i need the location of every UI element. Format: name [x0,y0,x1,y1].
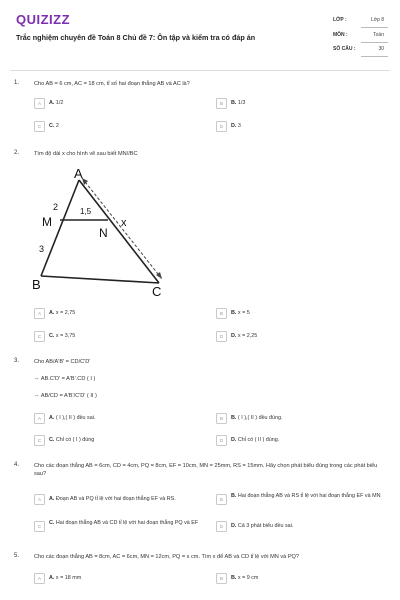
option-text: Đoạn AB và PQ tỉ lệ với hai đoạn thẳng EF và RS. [55,495,176,502]
meta-class [333,14,388,28]
option-key: A. [49,414,55,421]
question-3-number: 3. [14,358,20,364]
question-4-option-d[interactable] [216,521,391,533]
question-5-option-a[interactable] [34,573,214,585]
meta-count-value: 30 [378,46,384,52]
option-key: B. [231,99,237,106]
question-1-option-c[interactable] [34,121,214,133]
question-3-line-2: ⇔ AB/CD = A'B'/C'D' ( II ) [34,393,97,399]
option-text: 1/3 [237,99,246,106]
option-letter-box: C [34,521,45,532]
option-key: D. [231,332,237,339]
question-5-option-b[interactable] [216,573,391,585]
question-4-option-c[interactable] [34,518,214,536]
option-key: D. [231,436,237,443]
label-mb-length: 3 [39,244,45,254]
label-x: x [121,217,127,229]
question-4-option-b[interactable] [216,491,391,509]
question-3-option-d[interactable] [216,435,391,447]
question-5-number: 5. [14,553,20,559]
label-an-length: 1,5 [80,207,92,216]
option-key: A. [49,574,55,581]
question-4-number: 4. [14,462,20,468]
question-1-option-d[interactable] [216,121,391,133]
header-divider [10,70,390,71]
option-key: B. [231,414,237,421]
quizizz-logo: QUIZIZZ [16,12,71,27]
option-text: Hai đoạn thẳng AB và RS tỉ lệ với hai đoạn thẳng EF và MN [237,492,381,499]
option-letter-box: C [34,435,45,446]
question-3-option-b[interactable] [216,413,391,425]
question-2-number: 2. [14,150,20,156]
label-m: M [42,215,52,229]
question-3-line-1: ⇔ AB.C'D' = A'B'.CD ( I ) [34,376,96,382]
question-3-option-c[interactable] [34,435,214,447]
option-key: A. [49,309,55,316]
option-text: Chỉ có ( II ) đúng. [237,436,280,443]
option-text: ( I ),( II ) đều sai. [55,414,96,421]
question-1-option-b[interactable] [216,98,391,110]
triangle-diagram [22,162,172,302]
option-letter-box: D [216,435,227,446]
meta-class-underline [361,27,388,28]
option-key: A. [49,99,55,106]
label-c: C [152,284,162,299]
option-text: Hai đoạn thẳng AB và CD tỉ lệ với hai đoạn thẳng PQ và EF [55,519,199,526]
label-n: N [99,226,108,240]
question-1-text: Cho AB = 6 cm, AC = 18 cm, tỉ số hai đoạn thẳng AB và AC là? [34,81,190,87]
document-title: Trắc nghiệm chuyên đề Toán 8 Chủ đề 7: Ôn tập và kiểm tra có đáp án [16,33,256,42]
option-letter-box: A [34,573,45,584]
question-3-text: Cho AB/A'B' = CD/C'D' [34,359,91,365]
option-letter-box: C [34,121,45,132]
option-key: C. [49,519,55,526]
option-letter-box: D [216,331,227,342]
option-text: x = 2,25 [237,332,258,339]
option-key: C. [49,436,55,443]
option-text: x = 2,75 [55,309,76,316]
question-2-option-c[interactable] [34,331,214,343]
side-ac [79,180,159,283]
option-letter-box: A [34,308,45,319]
option-key: B. [231,574,237,581]
question-2-text: Tìm độ dài x cho hình vẽ sau biết MN//BC [34,151,138,157]
meta-count-underline [361,56,388,57]
option-letter-box: C [34,331,45,342]
option-letter-box: D [216,521,227,532]
question-2-option-b[interactable] [216,308,391,320]
option-text: Cả 3 phát biểu đều sai. [237,522,294,529]
question-3-option-a[interactable] [34,413,214,425]
meta-subject-label: MÔN : [333,32,348,38]
meta-class-value: Lớp 8 [370,17,384,23]
option-text: 1/2 [55,99,64,106]
option-text: x = 18 mm [55,574,82,581]
option-text: Chỉ có ( I ) đúng [55,436,95,443]
option-letter-box: D [216,121,227,132]
option-text: x = 3,75 [55,332,76,339]
option-key: D. [231,122,237,129]
option-letter-box: B [216,573,227,584]
option-letter-box: A [34,413,45,424]
option-letter-box: B [216,494,227,505]
meta-count-label: SỐ CÂU : [333,46,356,52]
option-letter-box: B [216,98,227,109]
option-letter-box: A [34,494,45,505]
label-b: B [32,277,41,292]
label-am-length: 2 [53,202,59,212]
option-text: x = 5 [237,309,250,316]
option-key: B. [231,309,237,316]
question-4-text: Cho các đoạn thẳng AB = 6cm, CD = 4cm, PQ = 8cm, EF = 10cm, MN = 25mm, RS = 15mm. Hãy chọn phát biểu đúng trong các phát biểu sau? [34,463,378,477]
option-text: x = 9 cm [237,574,259,581]
option-key: A. [49,495,55,502]
meta-class-label: LỚP : [333,17,347,23]
option-key: C. [49,122,55,129]
option-text: 3 [237,122,241,129]
meta-count [333,43,388,57]
option-text: ( I ),( II ) đều đúng. [237,414,283,421]
option-letter-box: B [216,413,227,424]
page-header [0,0,400,68]
label-a: A [74,166,83,181]
question-4-option-a[interactable] [34,494,214,506]
question-2-option-d[interactable] [216,331,391,343]
meta-subject-value: Toán [373,32,384,38]
question-1-option-a[interactable] [34,98,214,110]
option-text: 2 [55,122,59,129]
option-letter-box: B [216,308,227,319]
meta-subject [333,29,388,43]
option-letter-box: A [34,98,45,109]
side-bc [41,276,159,283]
option-key: D. [231,522,237,529]
option-key: B. [231,492,237,499]
option-key: C. [49,332,55,339]
question-1-number: 1. [14,80,20,86]
question-5-text: Cho các đoạn thẳng AB = 8cm, AC = 6cm, MN = 12cm, PQ = x cm. Tìm x để AB và CD tỉ lệ với MN và PQ? [34,554,300,560]
question-2-option-a[interactable] [34,308,214,320]
